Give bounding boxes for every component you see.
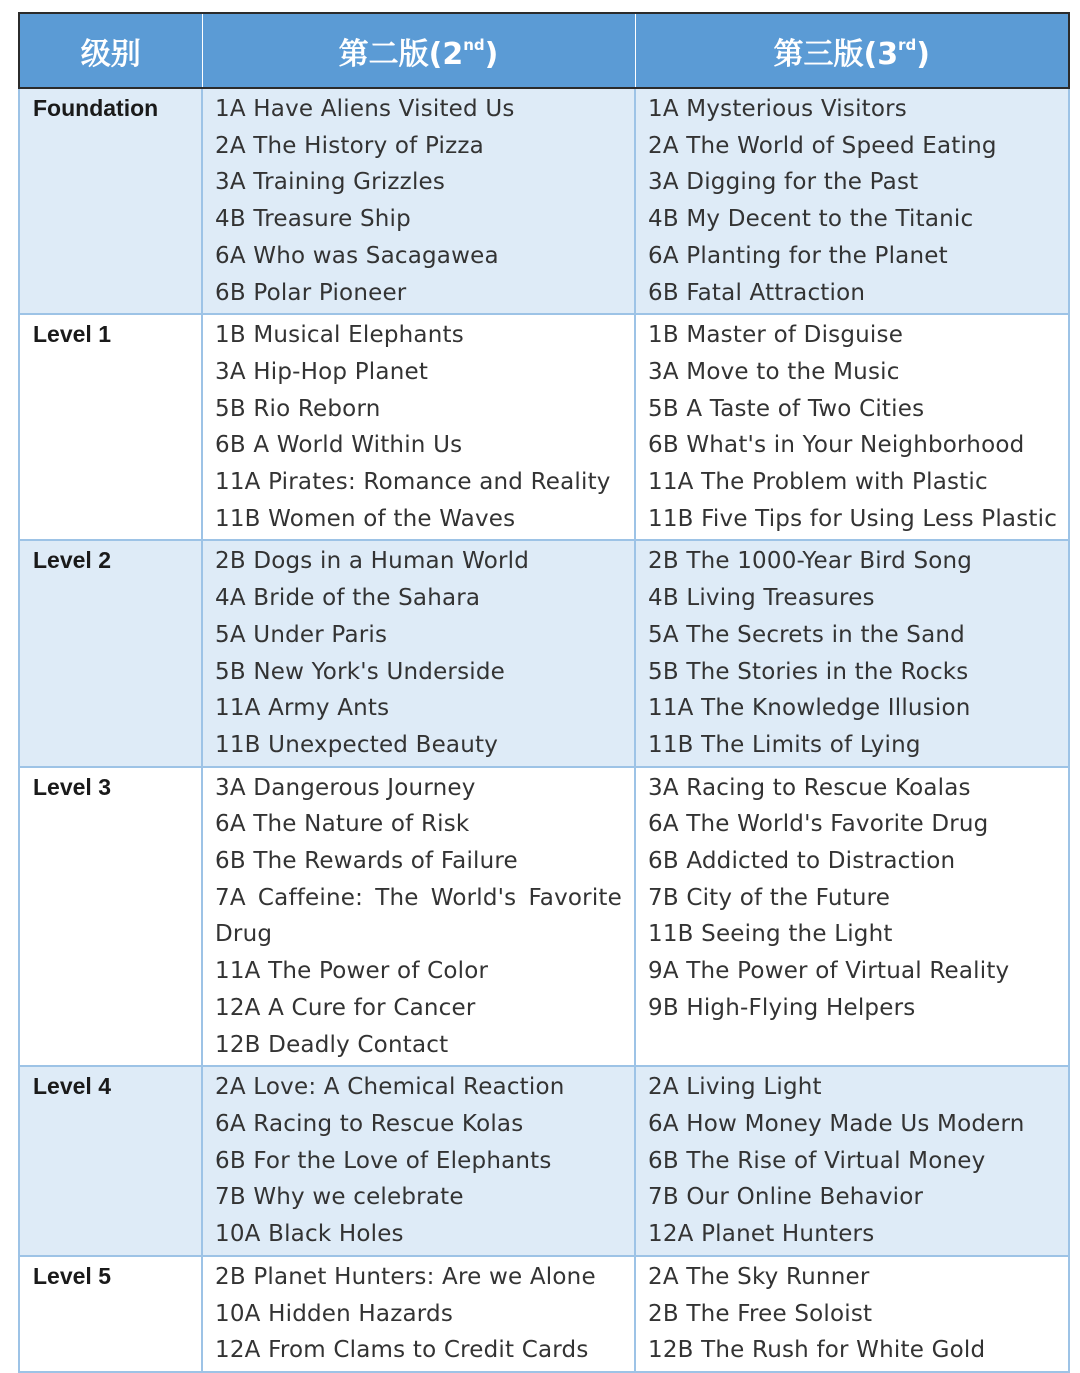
unit-item: 12A Planet Hunters xyxy=(648,1221,875,1248)
unit-item: 12A From Clams to Credit Cards xyxy=(215,1337,589,1364)
third-edition-units xyxy=(635,540,1069,766)
header-second-close: ) xyxy=(484,36,499,72)
header-third-sup: rd xyxy=(898,35,917,54)
third-edition-units xyxy=(635,1066,1069,1256)
unit-item: 12B The Rush for White Gold xyxy=(648,1337,986,1364)
unit-item: 5A The Secrets in the Sand xyxy=(648,621,965,648)
unit-item: 9B High-Flying Helpers xyxy=(648,994,916,1021)
second-edition-units xyxy=(202,540,635,766)
unit-item: 11B Women of the Waves xyxy=(215,505,516,532)
second-edition-units xyxy=(202,1256,635,1372)
unit-item: 5B Rio Reborn xyxy=(215,395,381,422)
unit-item: 11A The Power of Color xyxy=(215,958,489,985)
unit-item: 3A Dangerous Journey xyxy=(215,774,476,801)
unit-item: 5B The Stories in the Rocks xyxy=(648,658,969,685)
third-edition-units xyxy=(635,314,1069,540)
unit-item: 6A Who was Sacagawea xyxy=(215,242,499,269)
unit-item: 6B Polar Pioneer xyxy=(215,279,407,306)
unit-item: 7B City of the Future xyxy=(648,884,891,911)
unit-item: 1A Mysterious Visitors xyxy=(648,96,907,122)
second-edition-units xyxy=(202,1066,635,1256)
unit-item: 6B A World Within Us xyxy=(215,432,463,459)
header-row xyxy=(19,13,1069,88)
unit-item: 2A The World of Speed Eating xyxy=(648,132,997,159)
third-edition-units xyxy=(635,88,1069,314)
level-name: Level 1 xyxy=(19,314,202,540)
unit-item: 4A Bride of the Sahara xyxy=(215,585,481,612)
unit-item: 6A The Nature of Risk xyxy=(215,811,470,838)
level-name: Level 4 xyxy=(19,1066,202,1256)
unit-item: 11A Army Ants xyxy=(215,695,390,722)
unit-item: 3A Digging for the Past xyxy=(648,169,919,196)
unit-item: 1B Musical Elephants xyxy=(215,322,464,349)
header-level-label: 级别 xyxy=(80,36,141,72)
unit-item: 2A Love: A Chemical Reaction xyxy=(215,1074,565,1101)
unit-item: 3A Racing to Rescue Koalas xyxy=(648,774,971,801)
unit-item: 11A The Knowledge Illusion xyxy=(648,695,971,722)
unit-item: 7B Our Online Behavior xyxy=(648,1184,924,1211)
unit-item: 4B My Decent to the Titanic xyxy=(648,206,974,233)
unit-item: 6A How Money Made Us Modern xyxy=(648,1110,1025,1137)
header-second-label: 第二版(2 xyxy=(338,36,464,72)
unit-item: 3A Hip-Hop Planet xyxy=(215,358,429,385)
second-edition-units xyxy=(202,767,635,1067)
table-header xyxy=(19,13,1069,88)
third-edition-units xyxy=(635,767,1069,1067)
unit-item: 5B New York's Underside xyxy=(215,658,505,685)
header-third-close: ) xyxy=(916,36,930,72)
unit-item: 11B Unexpected Beauty xyxy=(215,731,499,758)
unit-item: 6B Fatal Attraction xyxy=(648,279,866,306)
unit-item: 2A The History of Pizza xyxy=(215,132,484,159)
unit-item: 10A Hidden Hazards xyxy=(215,1300,454,1327)
table-row xyxy=(19,1066,1069,1256)
unit-item: 11B Seeing the Light xyxy=(648,921,893,948)
second-edition-units xyxy=(202,88,635,314)
unit-item: 7B Why we celebrate xyxy=(215,1184,464,1211)
unit-item: 3A Training Grizzles xyxy=(215,169,446,196)
unit-item: 11B Five Tips for Using Less Plastic xyxy=(648,505,1058,532)
unit-item: 2B The Free Soloist xyxy=(648,1300,873,1327)
level-name: Level 3 xyxy=(19,767,202,1067)
unit-item: 11B The Limits of Lying xyxy=(648,731,921,758)
table-body xyxy=(19,88,1069,1372)
unit-item: 1A Have Aliens Visited Us xyxy=(215,96,515,122)
unit-item: 11A Pirates: Romance and Reality xyxy=(215,469,611,496)
table-row xyxy=(19,88,1069,314)
unit-item: 6B The Rewards of Failure xyxy=(215,848,518,875)
unit-item: 12A A Cure for Cancer xyxy=(215,994,476,1021)
unit-item: 2B The 1000-Year Bird Song xyxy=(648,548,973,575)
unit-item: 2A Living Light xyxy=(648,1074,822,1101)
level-name: Level 5 xyxy=(19,1256,202,1372)
unit-item: 5A Under Paris xyxy=(215,621,388,648)
table-row xyxy=(19,314,1069,540)
unit-item: 2A The Sky Runner xyxy=(648,1263,870,1290)
unit-item: 3A Move to the Music xyxy=(648,358,900,385)
table-row xyxy=(19,767,1069,1067)
unit-item: 9A The Power of Virtual Reality xyxy=(648,958,1010,985)
edition-comparison-table xyxy=(18,12,1070,1373)
header-third-edition xyxy=(635,13,1069,88)
second-edition-units xyxy=(202,314,635,540)
third-edition-units xyxy=(635,1256,1069,1372)
unit-item: 5B A Taste of Two Cities xyxy=(648,395,925,422)
unit-item: 11A The Problem with Plastic xyxy=(648,469,988,496)
unit-item: 4B Treasure Ship xyxy=(215,206,411,233)
header-second-edition xyxy=(202,13,635,88)
unit-item: 6B The Rise of Virtual Money xyxy=(648,1147,986,1174)
unit-item: 6A The World's Favorite Drug xyxy=(648,811,989,838)
header-level xyxy=(19,13,202,88)
unit-item: 1B Master of Disguise xyxy=(648,322,904,349)
unit-item: 6B For the Love of Elephants xyxy=(215,1147,552,1174)
unit-item: 12B Deadly Contact xyxy=(215,1031,449,1058)
table-row xyxy=(19,540,1069,766)
header-third-label: 第三版(3 xyxy=(773,36,899,72)
header-second-sup: nd xyxy=(463,35,485,54)
unit-item: 2B Planet Hunters: Are we Alone xyxy=(215,1263,596,1290)
unit-item: 4B Living Treasures xyxy=(648,585,875,612)
level-name: Level 2 xyxy=(19,540,202,766)
unit-item: 7A Caffeine: The World's Favorite Drug xyxy=(215,884,622,948)
unit-item: 6B What's in Your Neighborhood xyxy=(648,432,1025,459)
table-row xyxy=(19,1256,1069,1372)
level-name: Foundation xyxy=(19,88,202,314)
unit-item: 6B Addicted to Distraction xyxy=(648,848,956,875)
unit-item: 10A Black Holes xyxy=(215,1221,404,1248)
unit-item: 2B Dogs in a Human World xyxy=(215,548,530,575)
unit-item: 6A Racing to Rescue Kolas xyxy=(215,1110,524,1137)
unit-item: 6A Planting for the Planet xyxy=(648,242,948,269)
